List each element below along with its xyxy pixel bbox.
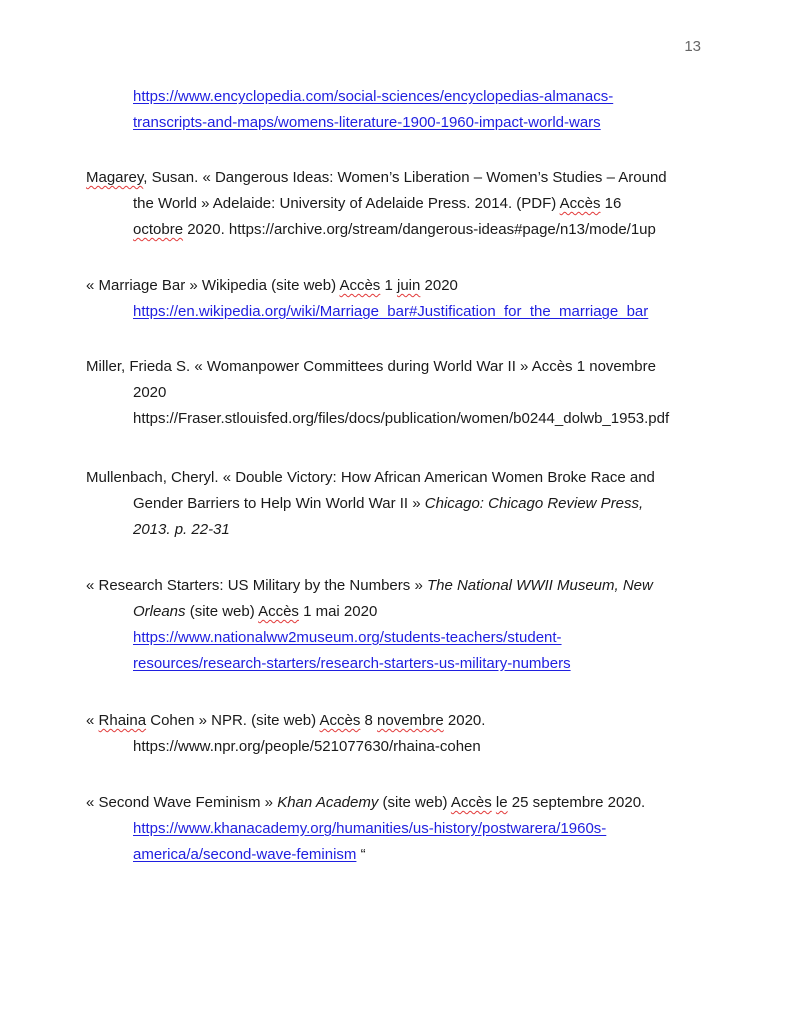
spellcheck-word-octobre: octobre [133,221,184,238]
entry-text: https://Fraser.stlouisfed.org/files/docs/publication/women/b0244_dolwb_1953.pdf [133,410,670,427]
entry-text: Mullenbach, Cheryl. « Double Victory: How African American Women Broke Race and [86,469,655,486]
bibliography-entry-encyclopedia [86,84,706,136]
entry-text: « Research Starters: US Military by the Numbers » [86,577,427,594]
entry-text: 2020. https://archive.org/stream/dangerous-ideas#page/n13/mode/1up [183,221,656,238]
entry-italic-text: The National WWII Museum, New [426,577,653,594]
spellcheck-word-magarey: Magarey [86,169,144,186]
bibliography-entry-mullenbach [86,465,706,543]
entry-italic-text: 2013. p. 22-31 [133,521,230,538]
entry-text: (site web) [378,794,451,811]
ww2museum-link-part-2[interactable]: resources/research-starters/research-starters-us-military-numbers [133,655,571,672]
wikipedia-marriage-bar-link[interactable]: https://en.wikipedia.org/wiki/Marriage_bar#Justification_for_the_marriage_bar [133,303,649,320]
entry-text: 25 septembre 2020. [507,794,646,811]
bibliography-entry-magarey [86,165,706,243]
khanacademy-link-part-2[interactable]: america/a/second-wave-feminism [133,846,357,863]
bibliography-entry-second-wave-feminism [86,790,706,868]
entry-text: « [86,712,99,729]
spellcheck-word-novembre: novembre [377,712,444,729]
entry-text: 8 [360,712,378,729]
bibliography-entry-research-starters [86,573,706,677]
entry-text: the World » Adelaide: University of Adelaide Press. 2014. (PDF) [133,195,560,212]
entry-text: 2020 [133,384,167,401]
entry-text: « Second Wave Feminism » [86,794,278,811]
entry-text: https://www.npr.org/people/521077630/rhaina-cohen [133,738,481,755]
entry-text: 1 mai 2020 [298,603,378,620]
entry-italic-text: Orleans [133,603,186,620]
entry-text: , Susan. « Dangerous Ideas: Women’s Liberation – Women’s Studies – Around [143,169,667,186]
entry-text: 1 [380,277,397,294]
entry-text: 16 [600,195,622,212]
entry-text: 2020. [443,712,486,729]
entry-text: (site web) [185,603,259,620]
page-number: 13 [684,38,701,55]
spellcheck-word-rhaina: Rhaina [98,712,147,729]
khanacademy-link-part-1[interactable]: https://www.khanacademy.org/humanities/us-history/postwarera/1960s- [133,820,607,837]
bibliography-entry-miller [86,354,706,432]
ww2museum-link-part-1[interactable]: https://www.nationalww2museum.org/students-teachers/student- [133,629,562,646]
spellcheck-word-acces: Accès [258,603,299,620]
entry-text: Miller, Frieda S. « Womanpower Committees during World War II » Accès 1 novembre [86,358,656,375]
bibliography-entry-marriage-bar [86,273,706,325]
entry-text: “ [356,846,366,863]
entry-text: « Marriage Bar » Wikipedia (site web) [86,277,340,294]
spellcheck-word-acces: Accès [319,712,361,729]
spellcheck-word-le: le [495,794,508,811]
spellcheck-word-acces: Accès [450,794,492,811]
entry-text: Cohen » NPR. (site web) [146,712,320,729]
bibliography-entry-rhaina-cohen [86,708,706,760]
entry-text: 2020 [420,277,458,294]
spellcheck-word-acces: Accès [339,277,381,294]
entry-italic-text: Chicago: Chicago Review Press, [424,495,644,512]
encyclopedia-link-part-2[interactable]: transcripts-and-maps/womens-literature-1900-1960-impact-world-wars [133,114,601,131]
spellcheck-word-juin: juin [396,277,421,294]
encyclopedia-link-part-1[interactable]: https://www.encyclopedia.com/social-sciences/encyclopedias-almanacs- [133,88,614,105]
spellcheck-word-acces: Accès [559,195,601,212]
entry-italic-text: Khan Academy [277,794,379,811]
entry-text: Gender Barriers to Help Win World War II » [133,495,425,512]
